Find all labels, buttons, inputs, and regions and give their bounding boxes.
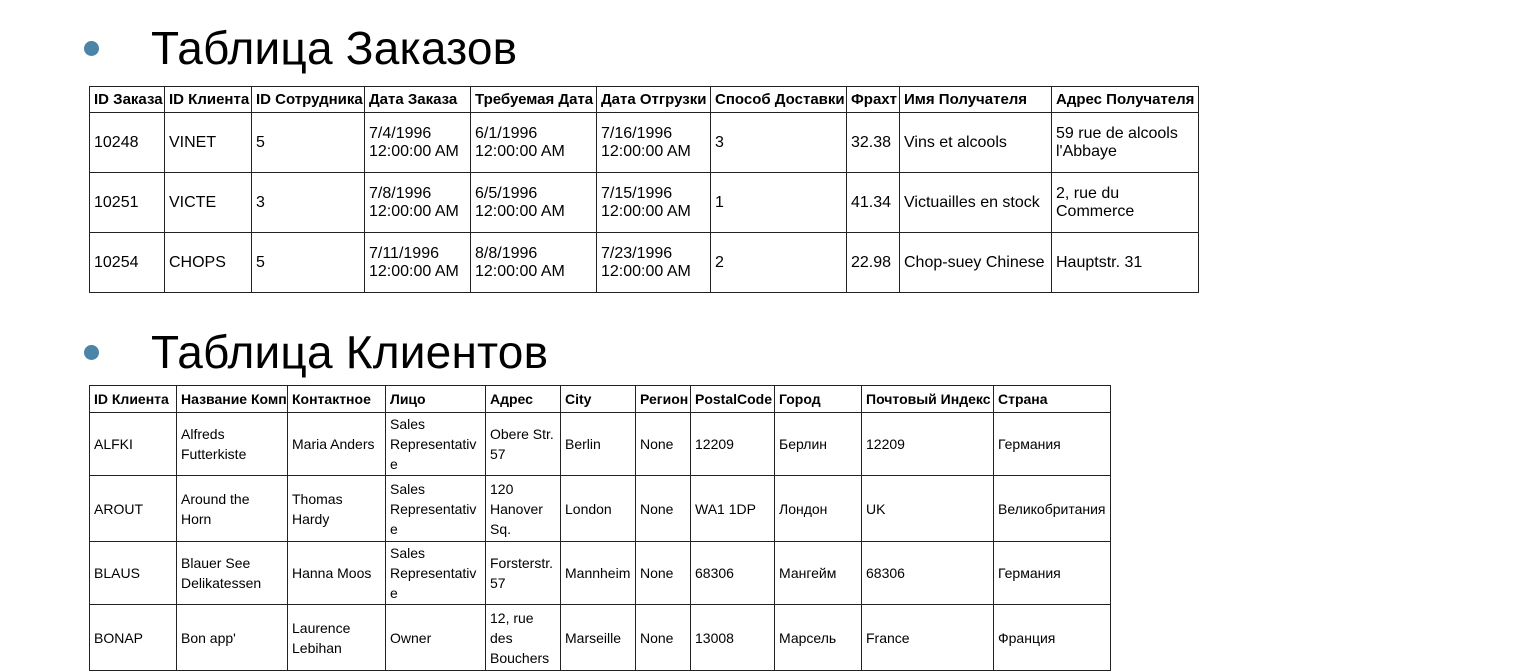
table-cell: 3 <box>711 113 847 173</box>
table-cell: Марсель <box>775 605 862 671</box>
column-header: ID Заказа <box>90 87 165 113</box>
table-cell: Германия <box>994 542 1111 605</box>
table-cell: Alfreds Futterkiste <box>177 413 288 476</box>
table-row <box>90 542 1111 605</box>
table-cell: Bon app' <box>177 605 288 671</box>
table-cell: Sales Representative <box>386 413 486 476</box>
table-cell: Marseille <box>561 605 636 671</box>
column-header: ID Клиента <box>165 87 252 113</box>
table-cell: 3 <box>252 173 365 233</box>
table-cell: Mannheim <box>561 542 636 605</box>
table-cell: 5 <box>252 233 365 293</box>
column-header: City <box>561 386 636 413</box>
column-header: Почтовый Индекс <box>862 386 994 413</box>
table-cell: Laurence Lebihan <box>288 605 386 671</box>
column-header: Дата Отгрузки <box>597 87 711 113</box>
table-cell: None <box>636 542 691 605</box>
column-header: Лицо <box>386 386 486 413</box>
table-cell: Sales Representative <box>386 476 486 542</box>
table-cell: 59 rue de alcools l'Abbaye <box>1052 113 1199 173</box>
table-cell: 6/1/1996 12:00:00 AM <box>471 113 597 173</box>
customers-section-title <box>84 326 549 378</box>
table-cell: 22.98 <box>847 233 900 293</box>
table-cell: None <box>636 413 691 476</box>
table-row <box>90 605 1111 671</box>
table-cell: London <box>561 476 636 542</box>
table-cell: Maria Anders <box>288 413 386 476</box>
table-cell: Vins et alcools <box>900 113 1052 173</box>
table-cell: 10251 <box>90 173 165 233</box>
table-row <box>90 476 1111 542</box>
column-header: Дата Заказа <box>365 87 471 113</box>
column-header: PostalCode <box>691 386 775 413</box>
table-cell: 13008 <box>691 605 775 671</box>
column-header: Название Комп <box>177 386 288 413</box>
table-cell: 6/5/1996 12:00:00 AM <box>471 173 597 233</box>
column-header: ID Клиента <box>90 386 177 413</box>
table-cell: 7/15/1996 12:00:00 AM <box>597 173 711 233</box>
table-cell: Hauptstr. 31 <box>1052 233 1199 293</box>
table-cell: Obere Str. 57 <box>486 413 561 476</box>
table-row <box>90 413 1111 476</box>
table-cell: France <box>862 605 994 671</box>
table-cell: 32.38 <box>847 113 900 173</box>
table-cell: 10254 <box>90 233 165 293</box>
column-header: Адрес <box>486 386 561 413</box>
table-cell: None <box>636 476 691 542</box>
table-cell: Лондон <box>775 476 862 542</box>
table-cell: CHOPS <box>165 233 252 293</box>
table-cell: 7/8/1996 12:00:00 AM <box>365 173 471 233</box>
table-cell: AROUT <box>90 476 177 542</box>
orders-title-text: Таблица Заказов <box>151 22 518 74</box>
table-cell: 10248 <box>90 113 165 173</box>
table-header-row <box>90 386 1111 413</box>
table-cell: 2 <box>711 233 847 293</box>
table-cell: 7/4/1996 12:00:00 AM <box>365 113 471 173</box>
table-cell: 5 <box>252 113 365 173</box>
column-header: Фрахт <box>847 87 900 113</box>
table-cell: 7/16/1996 12:00:00 AM <box>597 113 711 173</box>
table-cell: Thomas Hardy <box>288 476 386 542</box>
table-cell: Blauer See Delikatessen <box>177 542 288 605</box>
table-cell: Forsterstr. 57 <box>486 542 561 605</box>
table-cell: Мангейм <box>775 542 862 605</box>
table-cell: 12209 <box>691 413 775 476</box>
table-cell: Owner <box>386 605 486 671</box>
table-row <box>90 233 1199 293</box>
table-cell: Великобритания <box>994 476 1111 542</box>
table-cell: 12, rue des Bouchers <box>486 605 561 671</box>
customers-title-text: Таблица Клиентов <box>151 326 549 378</box>
column-header: ID Сотрудника <box>252 87 365 113</box>
bullet-icon <box>84 345 99 360</box>
table-cell: None <box>636 605 691 671</box>
table-cell: Франция <box>994 605 1111 671</box>
table-cell: Берлин <box>775 413 862 476</box>
column-header: Способ Доставки <box>711 87 847 113</box>
table-cell: BLAUS <box>90 542 177 605</box>
column-header: Требуемая Дата <box>471 87 597 113</box>
table-cell: ALFKI <box>90 413 177 476</box>
table-cell: Германия <box>994 413 1111 476</box>
column-header: Контактное <box>288 386 386 413</box>
table-cell: VICTE <box>165 173 252 233</box>
column-header: Адрес Получателя <box>1052 87 1199 113</box>
table-cell: 8/8/1996 12:00:00 AM <box>471 233 597 293</box>
table-cell: Sales Representative <box>386 542 486 605</box>
orders-section-title <box>84 22 518 74</box>
table-cell: 120 Hanover Sq. <box>486 476 561 542</box>
table-cell: 7/11/1996 12:00:00 AM <box>365 233 471 293</box>
table-row <box>90 173 1199 233</box>
column-header: Имя Получателя <box>900 87 1052 113</box>
table-cell: UK <box>862 476 994 542</box>
table-cell: 7/23/1996 12:00:00 AM <box>597 233 711 293</box>
bullet-icon <box>84 41 99 56</box>
orders-table <box>89 86 1199 293</box>
table-cell: 68306 <box>691 542 775 605</box>
table-cell: Chop-suey Chinese <box>900 233 1052 293</box>
table-row <box>90 113 1199 173</box>
table-header-row <box>90 87 1199 113</box>
table-cell: BONAP <box>90 605 177 671</box>
table-cell: Hanna Moos <box>288 542 386 605</box>
table-cell: 2, rue du Commerce <box>1052 173 1199 233</box>
table-cell: Victuailles en stock <box>900 173 1052 233</box>
table-cell: Berlin <box>561 413 636 476</box>
table-cell: Around the Horn <box>177 476 288 542</box>
column-header: Город <box>775 386 862 413</box>
table-cell: VINET <box>165 113 252 173</box>
customers-table <box>89 385 1111 671</box>
table-cell: WA1 1DP <box>691 476 775 542</box>
column-header: Страна <box>994 386 1111 413</box>
table-cell: 68306 <box>862 542 994 605</box>
table-cell: 1 <box>711 173 847 233</box>
table-cell: 41.34 <box>847 173 900 233</box>
column-header: Регион <box>636 386 691 413</box>
table-cell: 12209 <box>862 413 994 476</box>
